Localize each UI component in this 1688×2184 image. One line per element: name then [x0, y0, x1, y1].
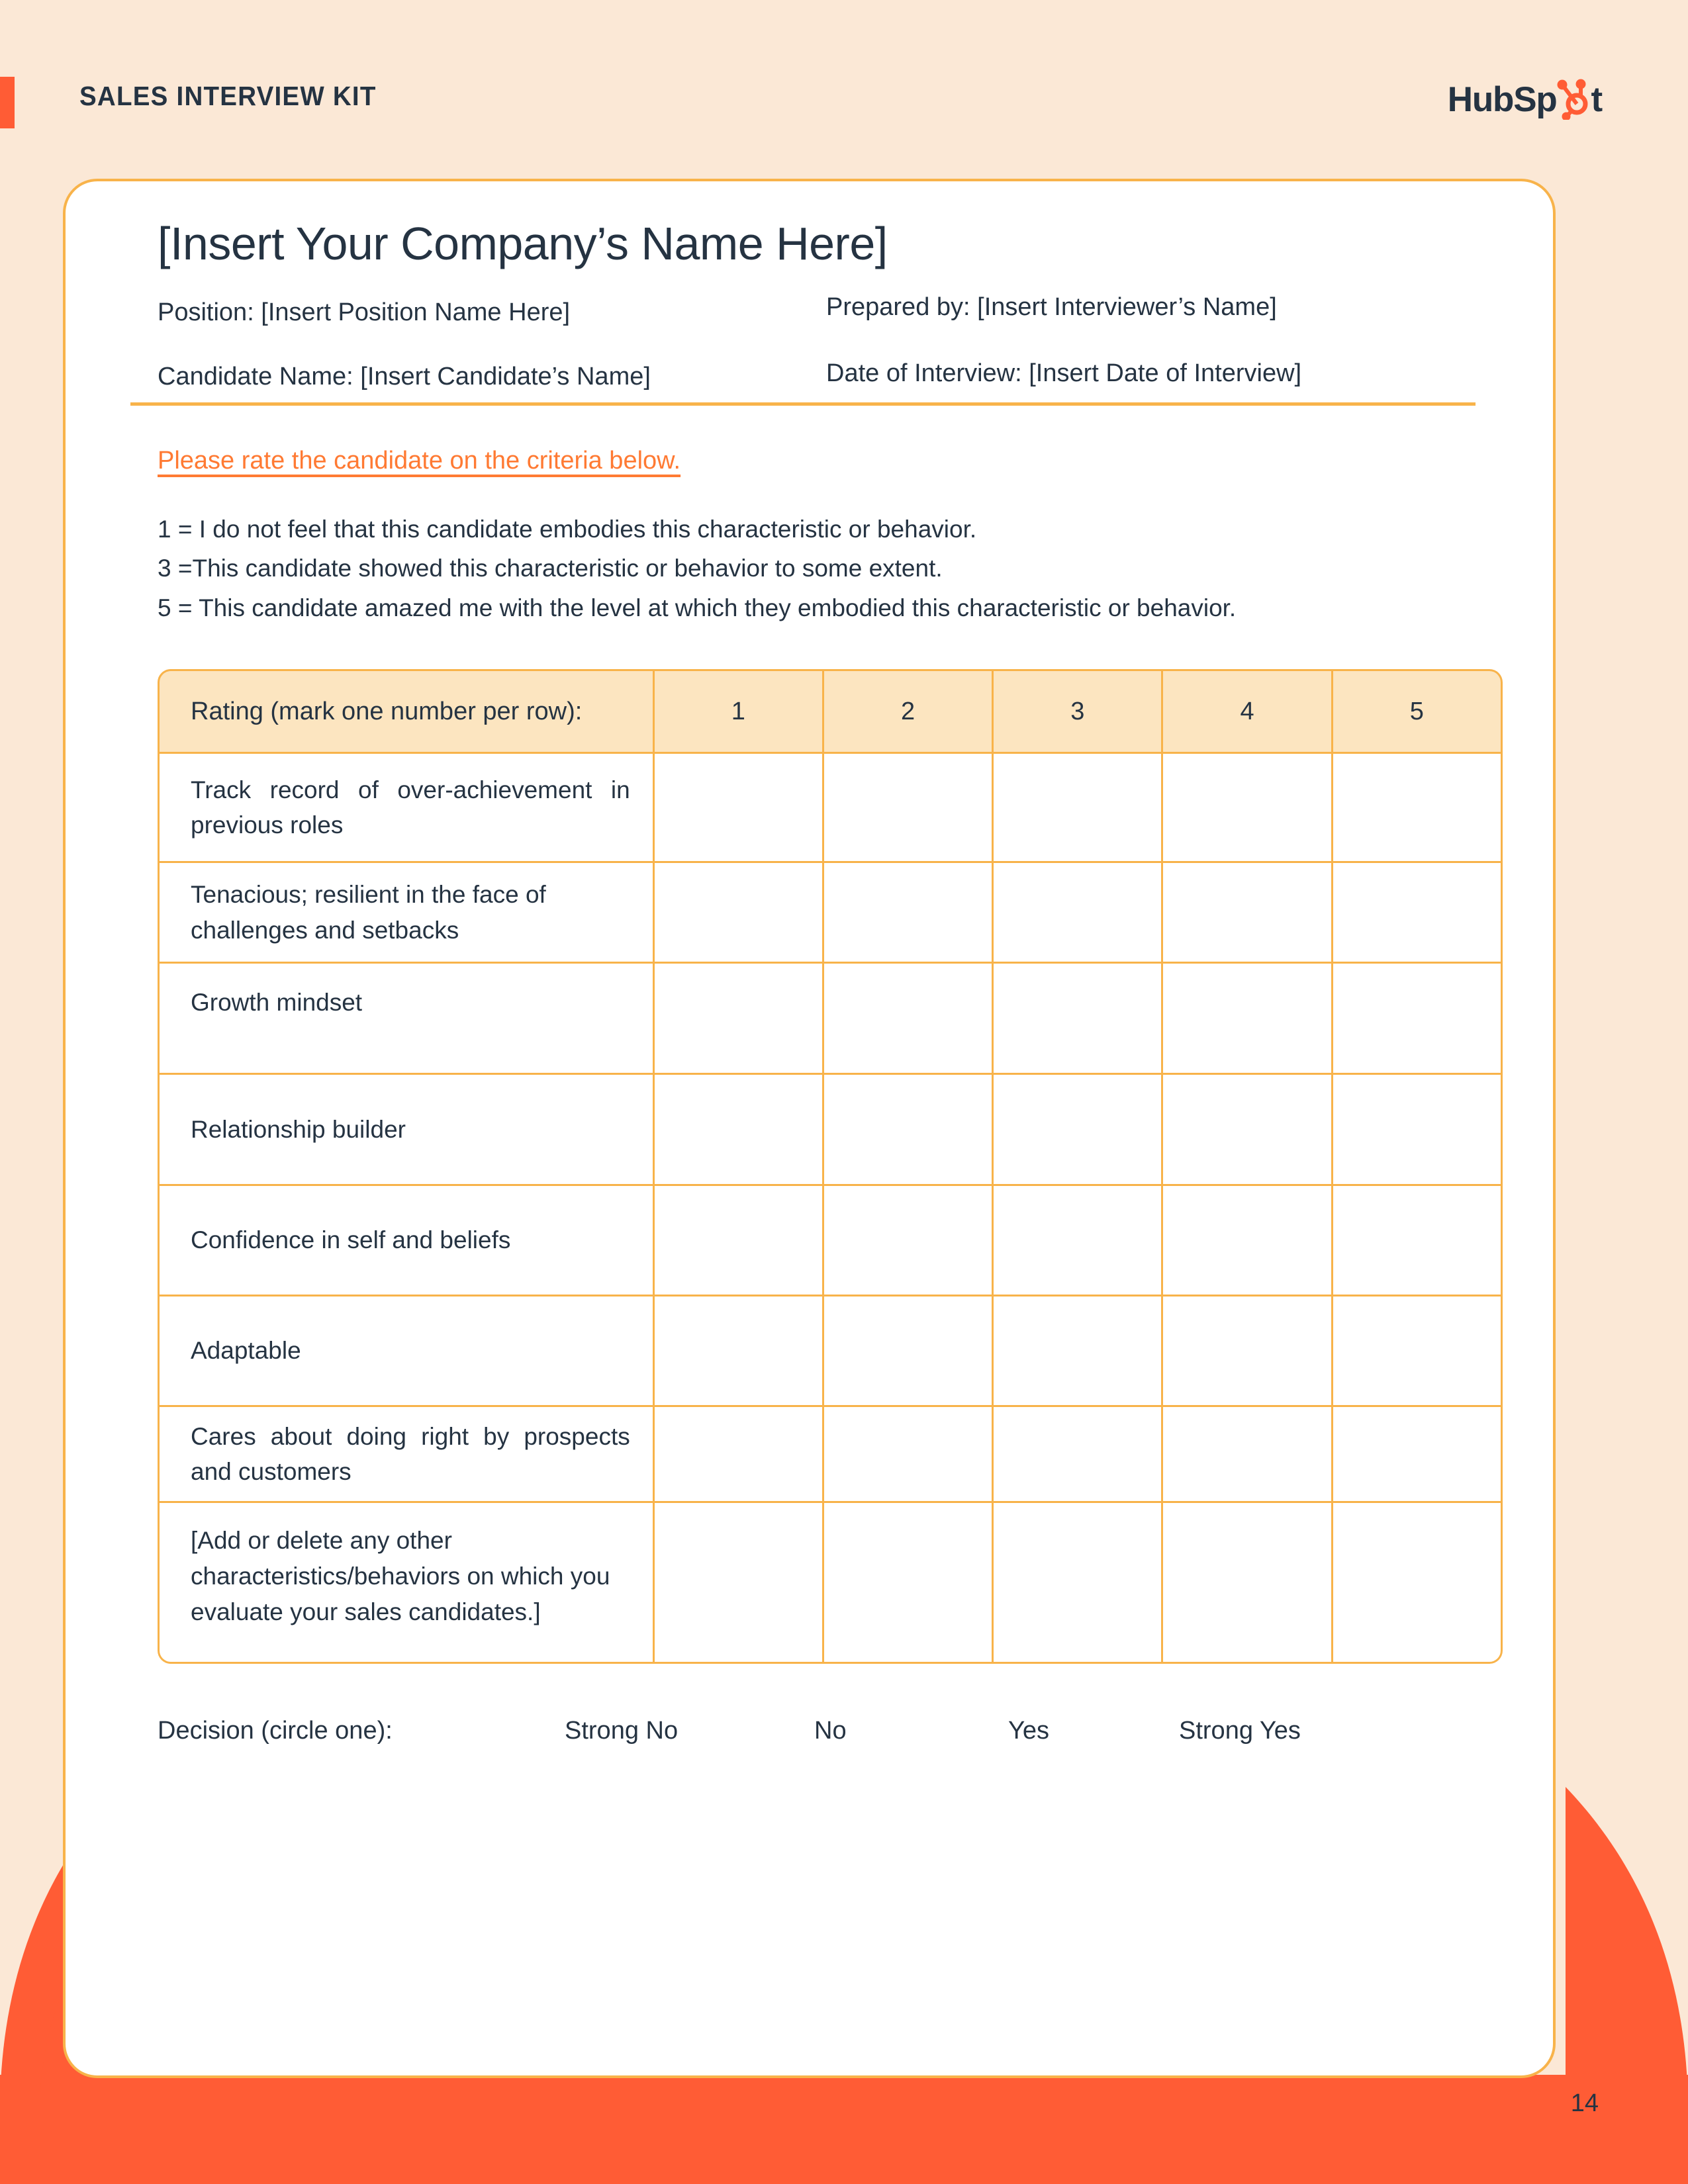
interview-scorecard: [63, 179, 1556, 2078]
rating-cell-3[interactable]: [994, 754, 1163, 863]
rating-cell-5[interactable]: [1333, 1297, 1503, 1407]
rating-cell-2[interactable]: [824, 1075, 994, 1186]
hubspot-sprocket-icon: [1557, 79, 1591, 120]
page-number: 14: [1570, 2089, 1599, 2117]
rating-scale-legend: [158, 510, 1309, 629]
rating-cell-3[interactable]: [994, 863, 1163, 964]
rating-cell-5[interactable]: [1333, 754, 1503, 863]
table-header-row: [158, 669, 1503, 754]
criterion-label: Track record of over-achievement in previous roles: [158, 754, 655, 863]
rating-cell-3[interactable]: [994, 1297, 1163, 1407]
document-meta: [158, 294, 1481, 400]
page-title: [Insert Your Company’s Name Here]: [158, 218, 888, 269]
decision-option-strong-yes[interactable]: Strong Yes: [1179, 1717, 1301, 1745]
hubspot-logo: [1448, 73, 1602, 126]
rating-cell-4[interactable]: [1163, 754, 1333, 863]
decision-row: [158, 1717, 1503, 1763]
scale-item-1: 1 = I do not feel that this candidate embodies this characteristic or behavior.: [158, 515, 977, 543]
interview-date-field: Date of Interview: [Insert Date of Interview]: [826, 359, 1302, 387]
decision-option-no[interactable]: No: [814, 1717, 847, 1745]
rating-cell-2[interactable]: [824, 1407, 994, 1503]
scale-item-3: 3 =This candidate showed this characteristic or behavior to some extent.: [158, 555, 943, 582]
table-row: [158, 1297, 1503, 1407]
page-header: [0, 77, 1688, 130]
rating-cell-2[interactable]: [824, 1186, 994, 1297]
rating-cell-5[interactable]: [1333, 1407, 1503, 1503]
rating-cell-5[interactable]: [1333, 1503, 1503, 1664]
rating-cell-4[interactable]: [1163, 964, 1333, 1075]
criterion-label: [Add or delete any other characteristics/behaviors on which you evaluate your sales candidates.]: [158, 1503, 655, 1664]
rating-cell-2[interactable]: [824, 964, 994, 1075]
rating-cell-2[interactable]: [824, 1297, 994, 1407]
rating-cell-3[interactable]: [994, 1186, 1163, 1297]
rating-cell-1[interactable]: [655, 964, 824, 1075]
rating-cell-5[interactable]: [1333, 1186, 1503, 1297]
decision-option-strong-no[interactable]: Strong No: [565, 1717, 679, 1745]
rating-cell-4[interactable]: [1163, 1503, 1333, 1664]
logo-text-left: HubSp: [1447, 79, 1557, 119]
rating-cell-5[interactable]: [1333, 863, 1503, 964]
rating-cell-4[interactable]: [1163, 1186, 1333, 1297]
rating-cell-4[interactable]: [1163, 863, 1333, 964]
table-row: [158, 863, 1503, 964]
rating-cell-3[interactable]: [994, 1407, 1163, 1503]
rating-cell-1[interactable]: [655, 1503, 824, 1664]
rating-column-header-5: 5: [1333, 669, 1503, 754]
rating-cell-1[interactable]: [655, 1297, 824, 1407]
rating-cell-4[interactable]: [1163, 1407, 1333, 1503]
prepared-by-field: Prepared by: [Insert Interviewer’s Name]: [826, 293, 1277, 321]
table-row: [158, 1075, 1503, 1186]
rating-cell-3[interactable]: [994, 1503, 1163, 1664]
criteria-column-header: Rating (mark one number per row):: [158, 669, 655, 754]
decision-option-yes[interactable]: Yes: [1008, 1717, 1049, 1745]
criterion-label: Cares about doing right by prospects and customers: [158, 1407, 655, 1503]
rating-column-header-4: 4: [1163, 669, 1333, 754]
rating-column-header-3: 3: [994, 669, 1163, 754]
rating-cell-5[interactable]: [1333, 964, 1503, 1075]
rating-cell-1[interactable]: [655, 754, 824, 863]
rating-cell-1[interactable]: [655, 1075, 824, 1186]
criterion-label: Growth mindset: [158, 964, 655, 1075]
rating-cell-4[interactable]: [1163, 1075, 1333, 1186]
candidate-name-field: Candidate Name: [Insert Candidate’s Name]: [158, 362, 651, 390]
table-row: [158, 1503, 1503, 1664]
kit-title: SALES INTERVIEW KIT: [79, 81, 377, 111]
scale-item-5: 5 = This candidate amazed me with the level at which they embodied this characteristic or behavior.: [158, 594, 1237, 622]
table-row: [158, 754, 1503, 863]
logo-text-right: t: [1591, 79, 1602, 119]
rating-table: [158, 669, 1503, 1664]
criterion-label: Relationship builder: [158, 1075, 655, 1186]
rating-cell-1[interactable]: [655, 863, 824, 964]
rating-column-header-2: 2: [824, 669, 994, 754]
rating-cell-2[interactable]: [824, 754, 994, 863]
rating-cell-1[interactable]: [655, 1186, 824, 1297]
rating-cell-2[interactable]: [824, 1503, 994, 1664]
rating-column-header-1: 1: [655, 669, 824, 754]
rating-cell-4[interactable]: [1163, 1297, 1333, 1407]
rating-cell-5[interactable]: [1333, 1075, 1503, 1186]
decision-label: Decision (circle one):: [158, 1717, 393, 1745]
table-row: [158, 1407, 1503, 1503]
criterion-label: Confidence in self and beliefs: [158, 1186, 655, 1297]
position-field: Position: [Insert Position Name Here]: [158, 298, 571, 326]
table-row: [158, 964, 1503, 1075]
rating-cell-3[interactable]: [994, 964, 1163, 1075]
table-row: [158, 1186, 1503, 1297]
rating-cell-2[interactable]: [824, 863, 994, 964]
rating-instruction: Please rate the candidate on the criteria below.: [158, 446, 681, 475]
rating-cell-1[interactable]: [655, 1407, 824, 1503]
criterion-label: Tenacious; resilient in the face of challenges and setbacks: [158, 863, 655, 964]
criterion-label: Adaptable: [158, 1297, 655, 1407]
section-divider: [130, 402, 1476, 406]
rating-cell-3[interactable]: [994, 1075, 1163, 1186]
